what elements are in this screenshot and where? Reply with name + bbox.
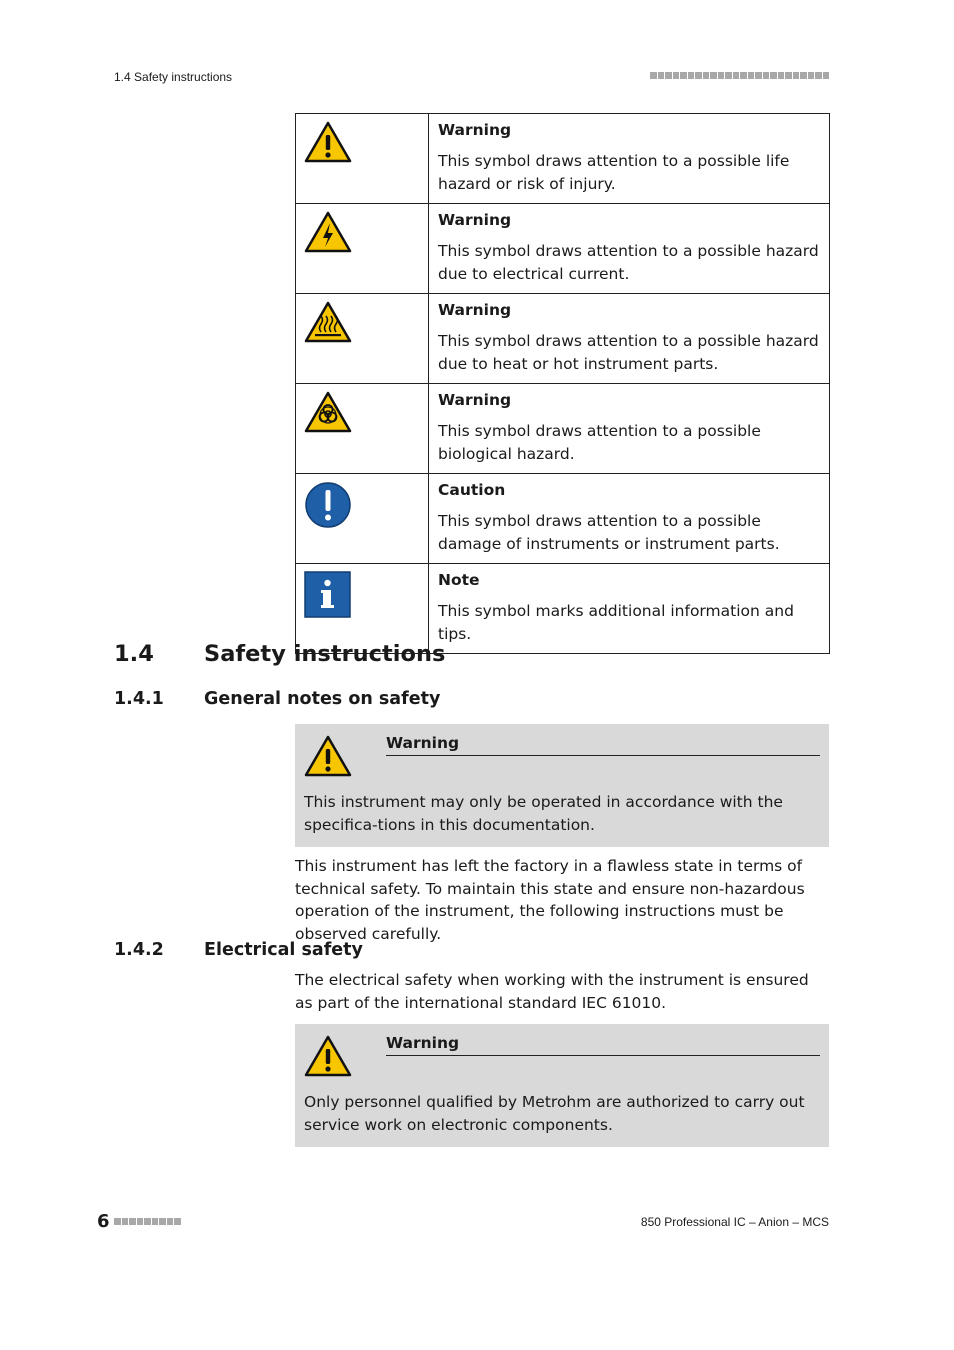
table-row: [296, 294, 830, 384]
subsection-title: Electrical safety: [204, 940, 363, 960]
warning-title: Warning: [386, 733, 820, 756]
electrical-warning-icon: [304, 211, 352, 253]
warning-title: Warning: [386, 1033, 820, 1056]
symbol-description: This symbol draws attention to a possible life hazard or risk of injury.: [438, 152, 790, 193]
warning-text: Only personnel qualified by Metrohm are authorized to carry out service work on electronic components.: [304, 1093, 805, 1134]
running-header-section: 1.4 Safety instructions: [114, 70, 233, 84]
symbol-title: Warning: [438, 301, 512, 319]
subsection-title: General notes on safety: [204, 689, 441, 709]
symbol-title: Warning: [438, 211, 512, 229]
warning-text: This instrument may only be operated in accordance with the specifica-tions in this documentation.: [304, 793, 783, 834]
electrical-safety-paragraph: The electrical safety when working with the instrument is ensured as part of the international standard IEC 61010.: [295, 971, 809, 1012]
symbol-title: Caution: [438, 481, 506, 499]
subsection-heading-general: [114, 689, 440, 709]
general-warning-icon: [304, 1035, 352, 1077]
info-note-icon: [304, 571, 351, 618]
general-safety-paragraph: This instrument has left the factory in a flawless state in terms of technical safety. To maintain this state and ensure non-hazardous operation of the instrument, the following instructions must be observed carefully.: [295, 857, 805, 943]
footer-product-name: 850 Professional IC – Anion – MCS: [640, 1215, 829, 1229]
symbol-title: Warning: [438, 391, 512, 409]
biohazard-warning-icon: [304, 391, 352, 433]
section-number: 1.4: [114, 641, 154, 667]
subsection-number: 1.4.1: [114, 689, 164, 709]
page-number: 6: [97, 1211, 110, 1232]
section-title: Safety instructions: [204, 641, 446, 667]
table-row: [296, 114, 830, 204]
table-row: [296, 384, 830, 474]
symbol-description: This symbol marks additional information and tips.: [438, 602, 794, 643]
subsection-number: 1.4.2: [114, 940, 164, 960]
section-heading: [114, 641, 445, 667]
symbol-title: Warning: [438, 121, 512, 139]
symbol-description: This symbol draws attention to a possible hazard due to heat or hot instrument parts.: [438, 332, 819, 373]
general-warning-icon: [304, 735, 352, 777]
table-row: [296, 204, 830, 294]
footer-decorative-squares: [114, 1218, 181, 1225]
symbol-description: This symbol draws attention to a possible damage of instruments or instrument parts.: [438, 512, 780, 553]
table-row: [296, 564, 830, 654]
subsection-heading-electrical: [114, 940, 363, 960]
header-decorative-squares: [650, 72, 829, 79]
warning-box-general: [295, 724, 829, 847]
warning-box-electrical: [295, 1024, 829, 1147]
symbol-description: This symbol draws attention to a possible biological hazard.: [438, 422, 761, 463]
symbol-title: Note: [438, 571, 480, 589]
hot-surface-warning-icon: [304, 301, 352, 343]
symbol-description: This symbol draws attention to a possible hazard due to electrical current.: [438, 242, 819, 283]
general-warning-icon: [304, 121, 352, 163]
caution-exclamation-icon: [304, 481, 352, 529]
table-row: [296, 474, 830, 564]
symbol-table: [295, 113, 830, 654]
